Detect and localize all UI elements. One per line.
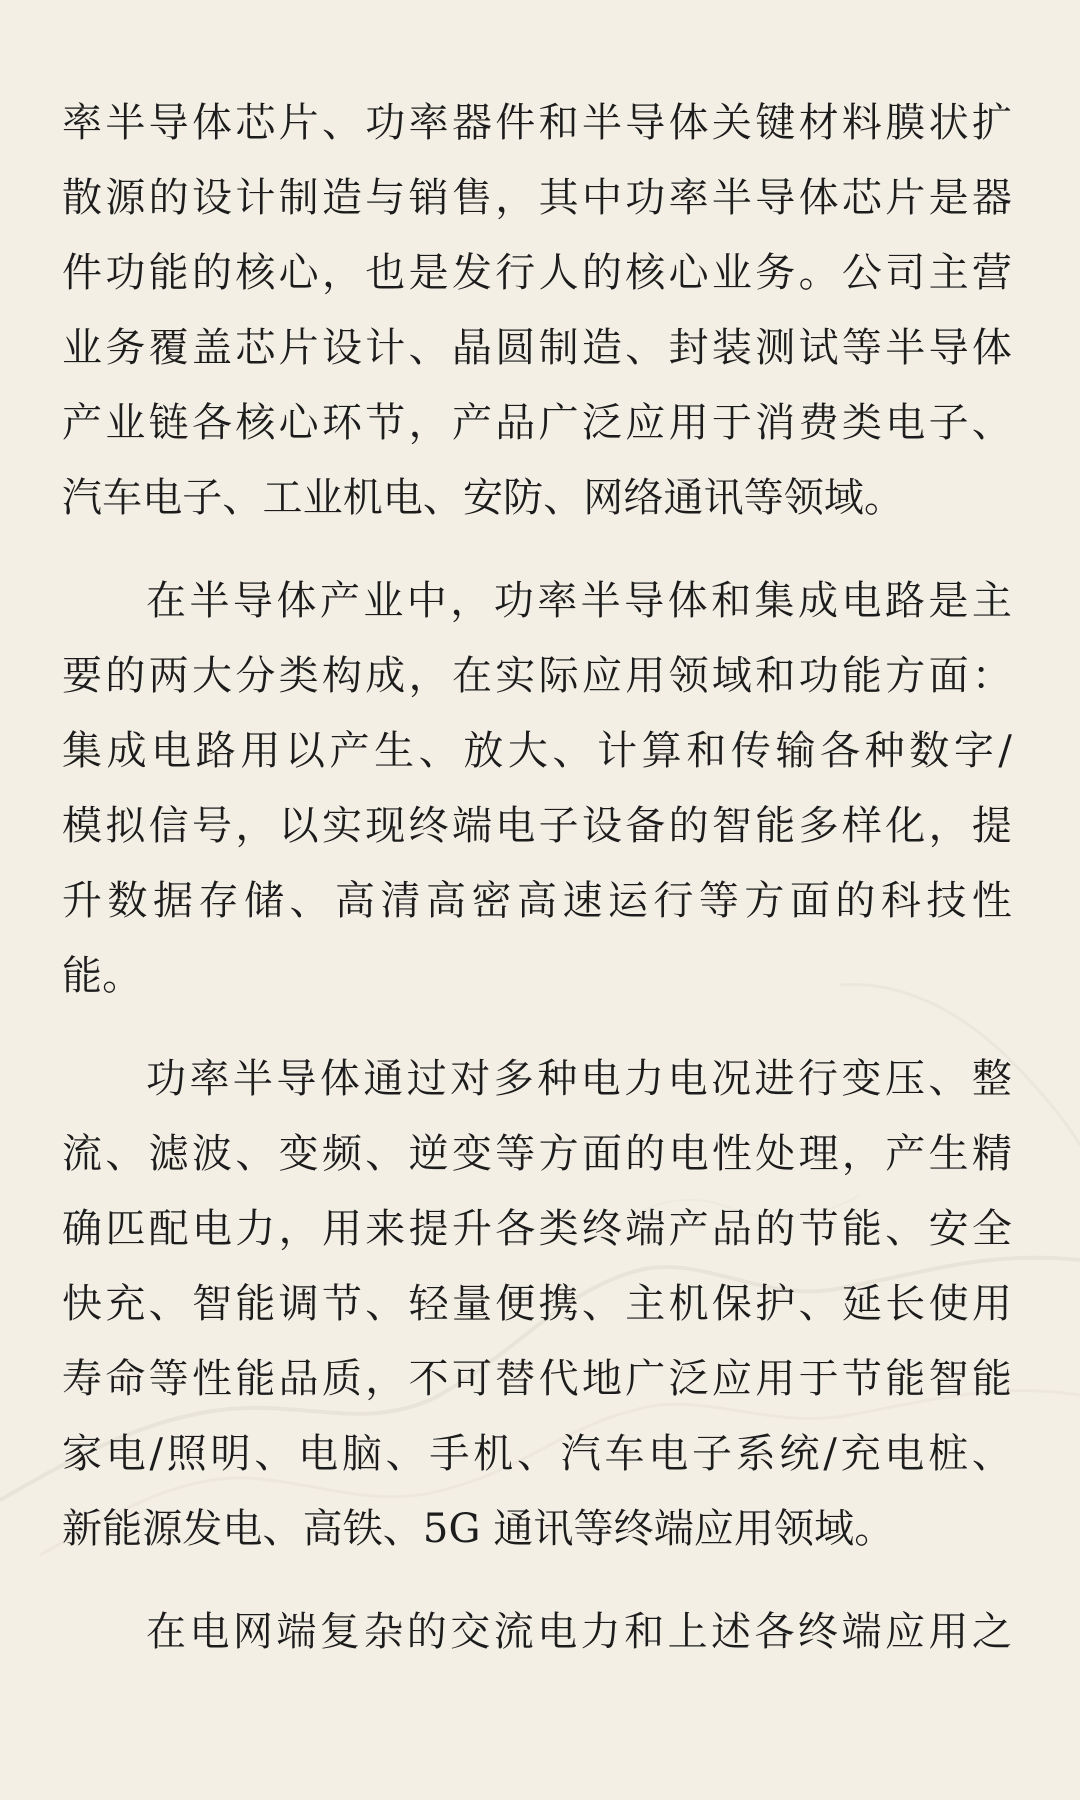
paragraph-2 [62, 564, 1012, 1014]
paragraph-3-line: 确匹配电力，用来提升各类终端产品的节能、安全 [62, 1206, 1012, 1252]
paragraph-2-line: 在半导体产业中，功率半导体和集成电路是主 [146, 578, 1012, 624]
paragraph-2-line: 模拟信号，以实现终端电子设备的智能多样化，提 [62, 803, 1012, 849]
paragraph-2-line: 能。 [62, 953, 143, 999]
paragraph-3-line: 流、滤波、变频、逆变等方面的电性处理，产生精 [62, 1131, 1012, 1177]
paragraph-1-line: 产业链各核心环节，产品广泛应用于消费类电子、 [62, 400, 1012, 446]
paragraph-1 [62, 86, 1012, 536]
paragraph-gap [62, 1567, 1012, 1595]
paragraph-1-line: 件功能的核心，也是发行人的核心业务。公司主营 [62, 250, 1012, 296]
paragraph-4 [62, 1595, 1012, 1670]
paragraph-4-line: 在电网端复杂的交流电力和上述各终端应用之 [146, 1609, 1012, 1655]
paragraph-2-line: 升数据存储、高清高密高速运行等方面的科技性 [62, 878, 1012, 924]
paragraph-2-line: 集成电路用以产生、放大、计算和传输各种数字/ [62, 728, 1012, 774]
paragraph-gap [62, 1014, 1012, 1042]
paragraph-3-line: 功率半导体通过对多种电力电况进行变压、整 [146, 1056, 1012, 1102]
paragraph-3-line: 家电/照明、电脑、手机、汽车电子系统/充电桩、 [62, 1431, 1012, 1477]
paragraph-1-line: 率半导体芯片、功率器件和半导体关键材料膜状扩 [62, 100, 1012, 146]
paragraph-3-line: 寿命等性能品质，不可替代地广泛应用于节能智能 [62, 1356, 1012, 1402]
paragraph-1-line: 业务覆盖芯片设计、晶圆制造、封装测试等半导体 [62, 325, 1012, 371]
paragraph-1-line: 散源的设计制造与销售，其中功率半导体芯片是器 [62, 175, 1012, 221]
paragraph-3 [62, 1042, 1012, 1567]
paragraph-3-line: 新能源发电、高铁、5G 通讯等终端应用领域。 [62, 1506, 895, 1552]
paragraph-3-line: 快充、智能调节、轻量便携、主机保护、延长使用 [62, 1281, 1012, 1327]
paragraph-1-line: 汽车电子、工业机电、安防、网络通讯等领域。 [62, 475, 905, 521]
paragraph-gap [62, 536, 1012, 564]
paragraph-2-line: 要的两大分类构成，在实际应用领域和功能方面： [62, 653, 1012, 699]
document-page [62, 86, 1012, 1670]
